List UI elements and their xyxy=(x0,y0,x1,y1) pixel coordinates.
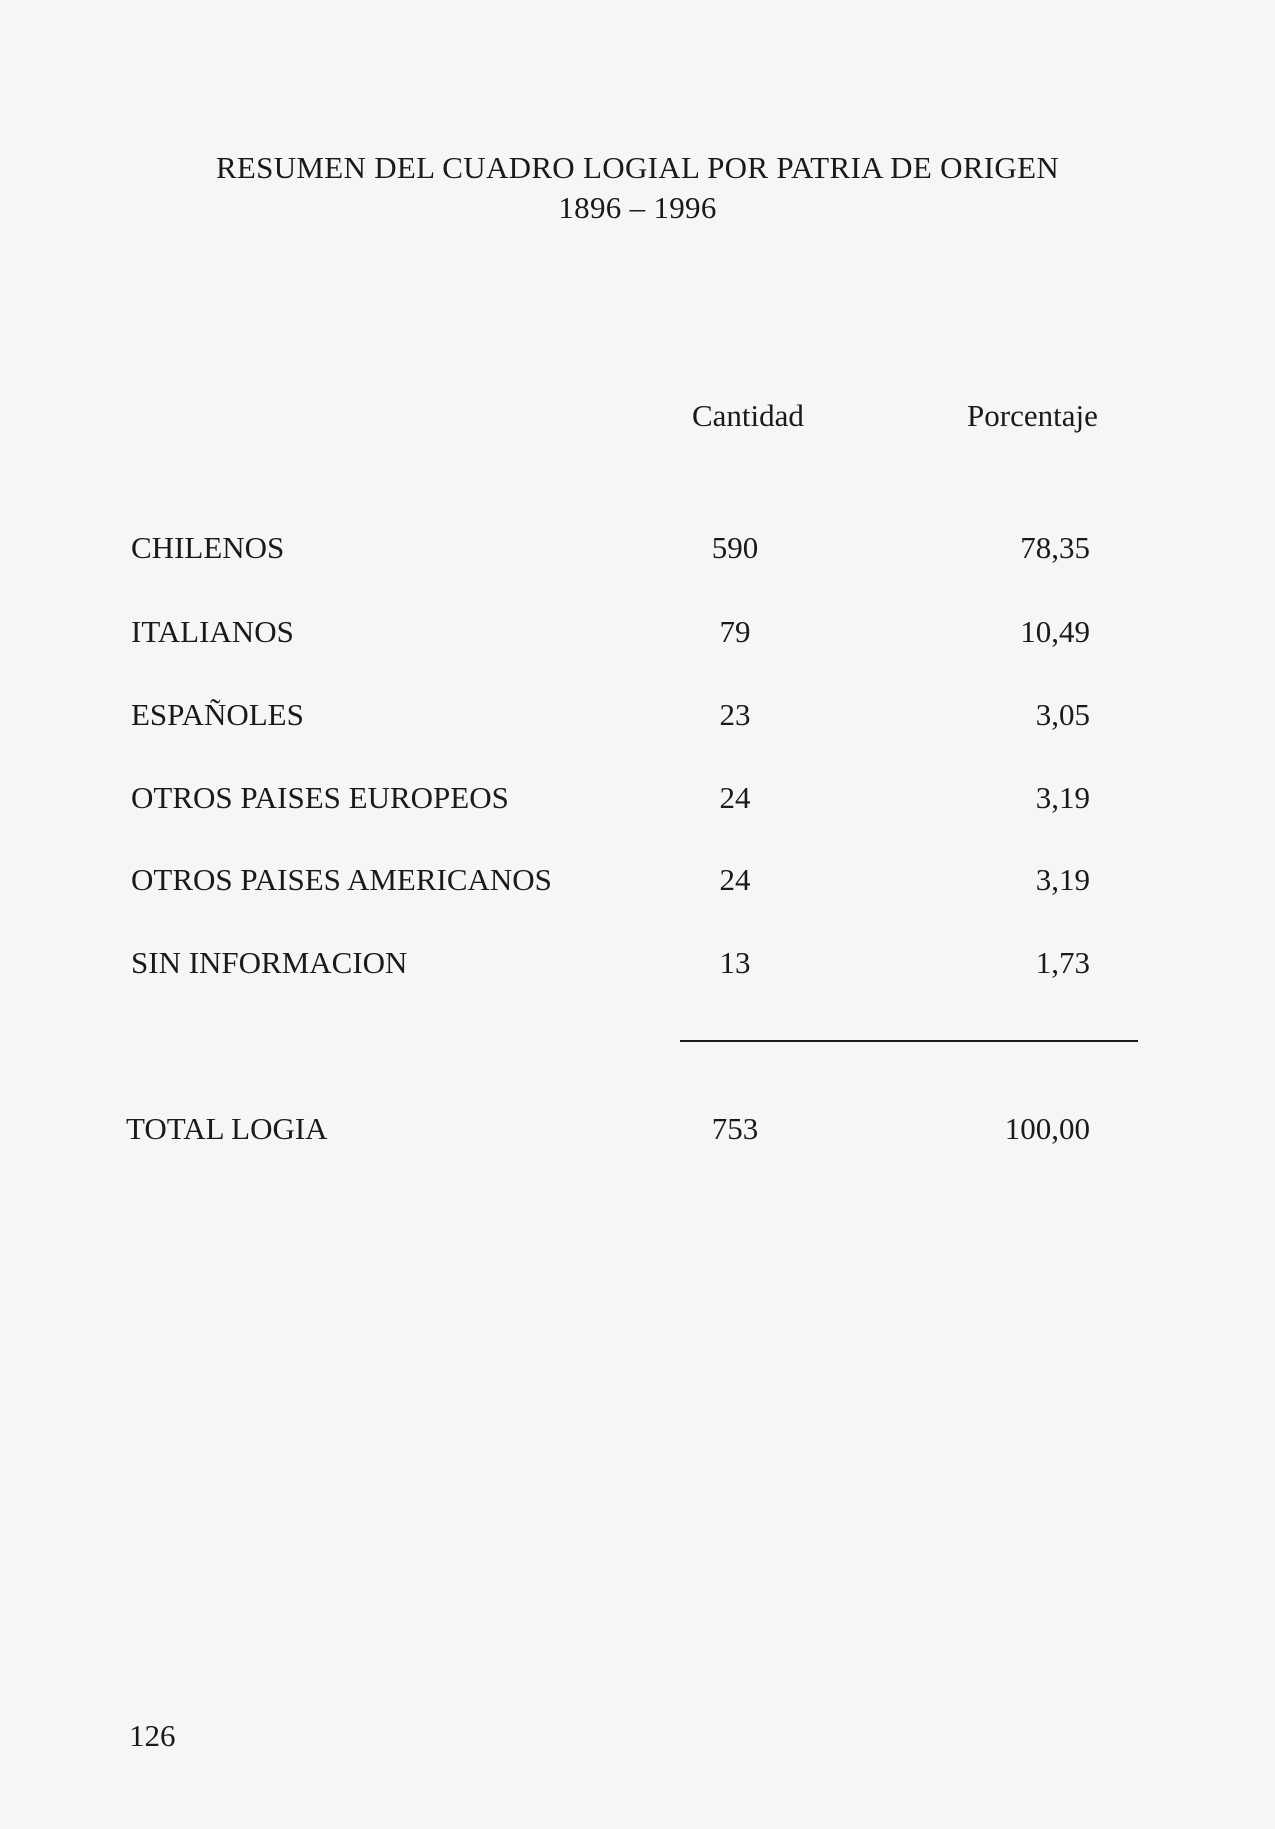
title-years: 1896 – 1996 xyxy=(558,190,717,225)
row-quantity: 24 xyxy=(719,780,751,815)
table-row xyxy=(0,697,1275,741)
page-title xyxy=(0,148,1275,228)
row-percentage: 3,19 xyxy=(1035,862,1090,897)
row-quantity: 590 xyxy=(711,530,759,565)
row-label: OTROS PAISES EUROPEOS xyxy=(131,780,509,815)
row-label: SIN INFORMACION xyxy=(131,945,408,980)
row-percentage: 78,35 xyxy=(1020,530,1090,565)
column-header-quantity: Cantidad xyxy=(692,398,804,433)
row-quantity: 13 xyxy=(719,945,751,980)
row-label: OTROS PAISES AMERICANOS xyxy=(131,862,552,897)
row-quantity: 23 xyxy=(719,697,751,732)
total-row xyxy=(0,1111,1275,1155)
row-label: ITALIANOS xyxy=(131,614,294,649)
table-row xyxy=(0,862,1275,906)
row-quantity: 24 xyxy=(719,862,751,897)
row-quantity: 79 xyxy=(719,614,751,649)
table-row xyxy=(0,614,1275,658)
row-label: CHILENOS xyxy=(131,530,285,565)
row-percentage: 3,05 xyxy=(1035,697,1090,732)
row-percentage: 3,19 xyxy=(1035,780,1090,815)
total-quantity: 753 xyxy=(711,1111,759,1146)
row-label: ESPAÑOLES xyxy=(131,697,304,732)
total-label: TOTAL LOGIA xyxy=(126,1111,328,1146)
table-row xyxy=(0,780,1275,824)
page-number: 126 xyxy=(129,1718,176,1753)
row-percentage: 10,49 xyxy=(1020,614,1090,649)
table-row xyxy=(0,530,1275,574)
table-row xyxy=(0,945,1275,989)
row-percentage: 1,73 xyxy=(1035,945,1090,980)
title-main: RESUMEN DEL CUADRO LOGIAL POR PATRIA DE ORIGEN xyxy=(215,150,1060,185)
total-percentage: 100,00 xyxy=(1004,1111,1090,1146)
column-header-percentage: Porcentaje xyxy=(967,398,1098,433)
total-divider-line xyxy=(680,1040,1138,1042)
